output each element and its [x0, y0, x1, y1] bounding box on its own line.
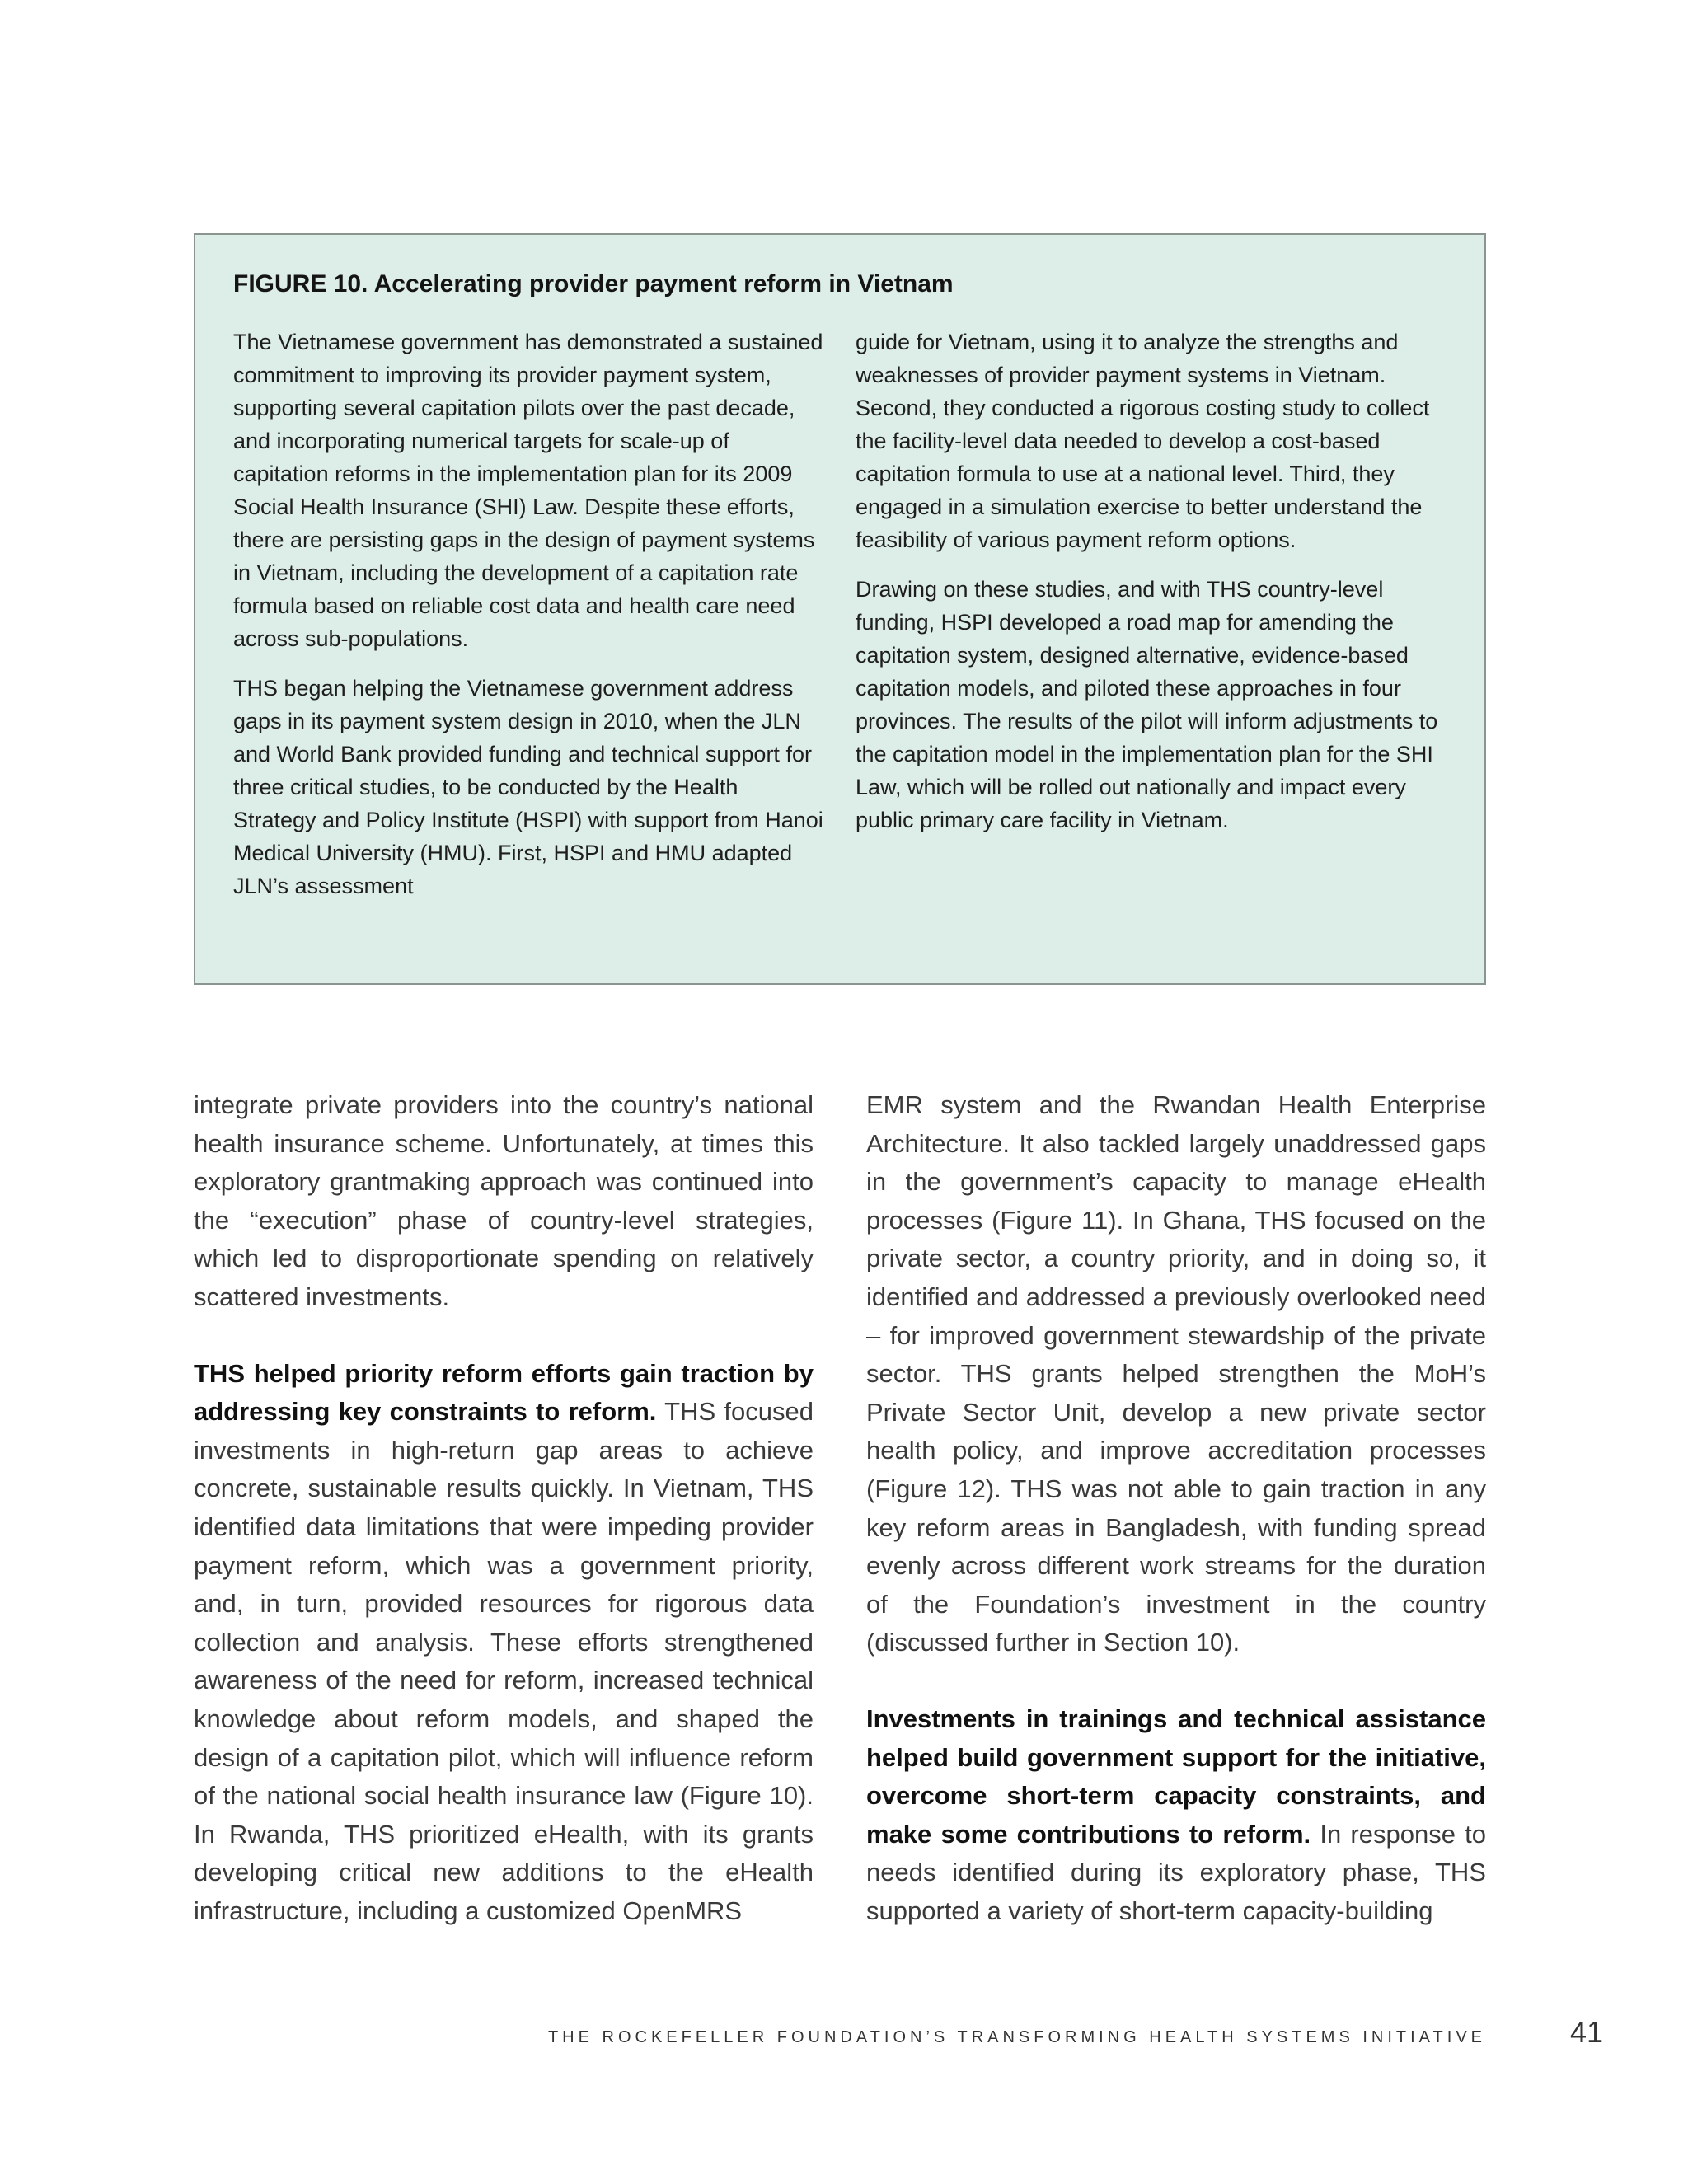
paragraph-lead-bold: THS helped priority reform efforts gain traction by addressing key constraints to reform.: [194, 1358, 814, 1427]
paragraph-text: In response to needs identified during its exploratory phase, THS supported a variety of short-term capacity-building: [866, 1819, 1486, 1925]
figure-paragraph: THS began helping the Vietnamese government address gaps in its payment system design in 2010, when the JLN and World Bank provided funding and technical support for three critical studies, to be conducted by the Health Strategy and Policy Institute (HSPI) with support from Hanoi Medical University (HMU). First, HSPI and HMU adapted JLN’s assessment: [233, 676, 823, 898]
body-paragraph: EMR system and the Rwandan Health Enterprise Architecture. It also tackled largely unaddressed gaps in the government’s capacity to manage eHealth processes (Figure 11). In Ghana, THS focused on the private sector, a country priority, and in doing so, it identified and addressed a previously overlooked need – for improved government stewardship of the private sector. THS grants helped strengthen the MoH’s Private Sector Unit, develop a new private sector health policy, and improve accreditation processes (Figure 12). THS was not able to gain traction in any key reform areas in Bangladesh, with funding spread evenly across different work streams for the duration of the Foundation’s investment in the country (discussed further in Section 10).: [866, 1090, 1486, 1657]
figure-left-column: [233, 326, 824, 919]
body-left-column: [194, 1086, 814, 1968]
body-text: [194, 1086, 1486, 1968]
figure-paragraph: Drawing on these studies, and with THS country-level funding, HSPI developed a road map for amending the capitation system, designed alternative, evidence-based capitation models, and piloted these approaches in four provinces. The results of the pilot will inform adjustments to the capitation model in the implementation plan for the SHI Law, which will be rolled out nationally and impact every public primary care facility in Vietnam.: [856, 577, 1438, 832]
body-paragraph: integrate private providers into the country’s national health insurance scheme. Unfortunately, at times this exploratory grantmaking approach was continued into the “execution” phase of country-level strategies, which led to disproportionate spending on relatively scattered investments.: [194, 1090, 814, 1311]
body-paragraph: [866, 1700, 1486, 1931]
running-footer: THE ROCKEFELLER FOUNDATION’S TRANSFORMING HEALTH SYSTEMS INITIATIVE: [547, 2028, 1486, 2046]
figure-columns: [233, 326, 1447, 919]
figure-title: FIGURE 10. Accelerating provider payment reform in Vietnam: [233, 270, 954, 298]
body-right-column: [866, 1086, 1486, 1968]
figure-10-box: [194, 233, 1486, 985]
paragraph-text: THS focused investments in high-return gap areas to achieve concrete, sustainable results quickly. In Vietnam, THS identified data limitations that were impeding provider payment reform, which was a government priority, and, in turn, provided resources for rigorous data collection and analysis. These efforts strengthened awareness of the need for reform, increased technical knowledge about reform models, and shaped the design of a capitation pilot, which will influence reform of the national social health insurance law (Figure 10). In Rwanda, THS prioritized eHealth, with its grants developing critical new additions to the eHealth infrastructure, including a customized OpenMRS: [194, 1397, 814, 1925]
paragraph-lead-bold: Investments in trainings and technical assistance helped build government support for the initiative, overcome short-term capacity constraints, and make some contributions to reform.: [866, 1704, 1486, 1849]
body-paragraph: [194, 1355, 814, 1931]
page-number: 41: [1570, 2015, 1604, 2049]
figure-paragraph: The Vietnamese government has demonstrated a sustained commitment to improving its provider payment system, supporting several capitation pilots over the past decade, and incorporating numerical targets for scale-up of capitation reforms in the implementation plan for its 2009 Social Health Insurance (SHI) Law. Despite these efforts, there are persisting gaps in the design of payment systems in Vietnam, including the development of a capitation rate formula based on reliable cost data and health care need across sub-populations.: [233, 330, 823, 651]
figure-paragraph: guide for Vietnam, using it to analyze the strengths and weaknesses of provider payment systems in Vietnam. Second, they conducted a rigorous costing study to collect the facility-level data needed to develop a cost-based capitation formula to use at a national level. Third, they engaged in a simulation exercise to better understand the feasibility of various payment reform options.: [856, 330, 1430, 552]
figure-right-column: [856, 326, 1447, 919]
